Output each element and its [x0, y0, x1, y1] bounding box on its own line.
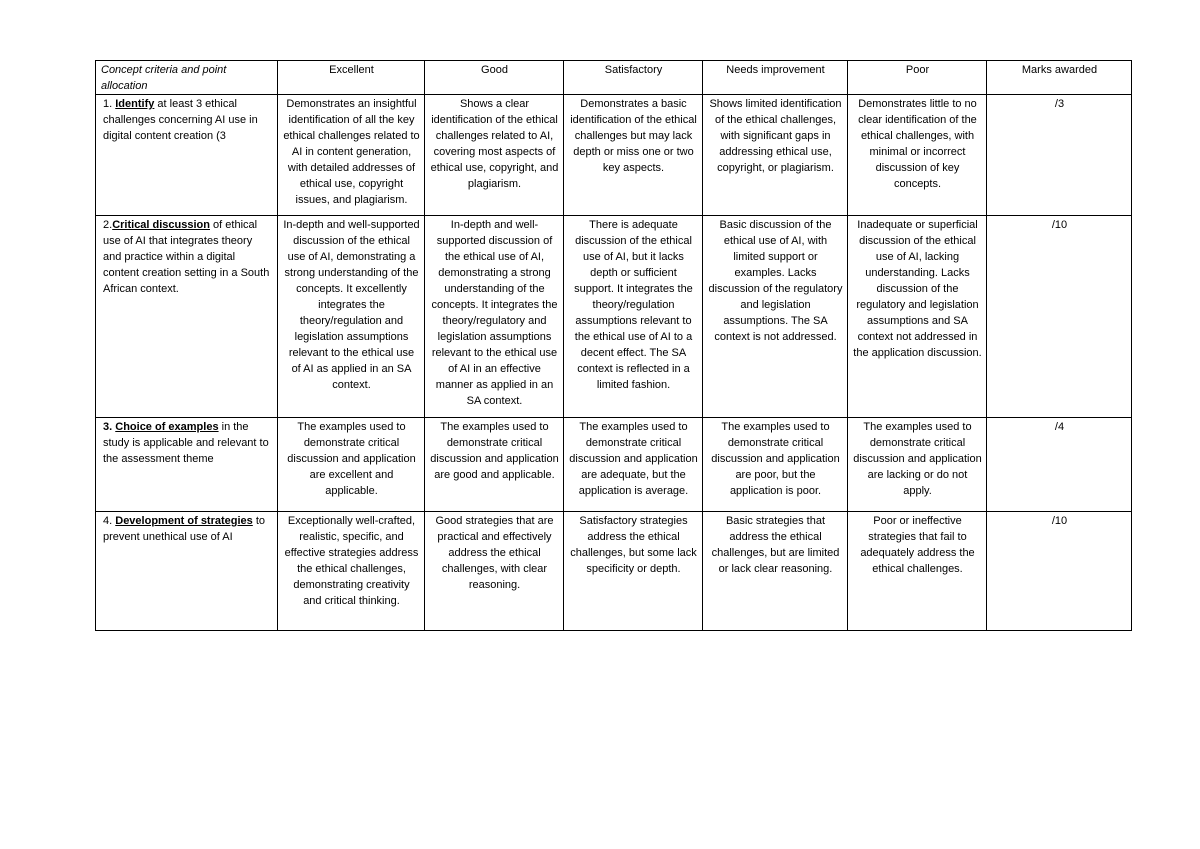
criterion-description: to prevent unethical use of AI [103, 515, 266, 543]
header-good: Good [425, 61, 564, 95]
rubric-header-row [96, 61, 1132, 95]
criterion-description: of ethical use of AI that integrates theory and practice within a digital content creation setting in a South African context. [103, 219, 270, 295]
criterion-keyword: Choice of examples [115, 421, 219, 433]
criterion-cell [96, 512, 278, 631]
needs-improvement-cell: Basic discussion of the ethical use of AI, with limited support or examples. Lacks discussion of the regulatory and legislation assumptions. The SA context is not addressed. [703, 216, 848, 418]
header-excellent: Excellent [278, 61, 425, 95]
good-cell: The examples used to demonstrate critical discussion and application are good and applicable. [425, 418, 564, 512]
marks-cell: /3 [987, 95, 1132, 216]
excellent-cell: Demonstrates an insightful identification of all the key ethical challenges related to AI in content generation, with detailed addresses of ethical use, copyright issues, and plagiarism. [278, 95, 425, 216]
needs-improvement-cell: Shows limited identification of the ethical challenges, with significant gaps in addressing ethical use, copyright, or plagiarism. [703, 95, 848, 216]
good-cell: Shows a clear identification of the ethical challenges related to AI, covering most aspects of ethical use, copyright, and plagiarism. [425, 95, 564, 216]
criterion-number: 1. [103, 98, 113, 110]
assessment-rubric-table [95, 60, 1132, 631]
satisfactory-cell: There is adequate discussion of the ethical use of AI, but it lacks depth or sufficient support. It integrates the theory/regulation assumptions relevant to the ethical use of AI to a decent effect. The SA context is reflected in a limited fashion. [564, 216, 703, 418]
marks-cell: /10 [987, 512, 1132, 631]
rubric-row [96, 95, 1132, 216]
criterion-number: 3. [103, 421, 113, 433]
poor-cell: Demonstrates little to no clear identification of the ethical challenges, with minimal or incorrect discussion of key concepts. [848, 95, 987, 216]
satisfactory-cell: The examples used to demonstrate critical discussion and application are adequate, but the application is average. [564, 418, 703, 512]
good-cell: In-depth and well-supported discussion of the ethical use of AI, demonstrating a strong understanding of the concepts. It integrates the theory/regulatory and legislation assumptions relevant to the ethical use of AI in an effective manner as applied in an SA context. [425, 216, 564, 418]
good-cell: Good strategies that are practical and effectively address the ethical challenges, with clear reasoning. [425, 512, 564, 631]
satisfactory-cell: Demonstrates a basic identification of the ethical challenges but may lack depth or miss one or two key aspects. [564, 95, 703, 216]
rubric-row [96, 216, 1132, 418]
satisfactory-cell: Satisfactory strategies address the ethical challenges, but some lack specificity or depth. [564, 512, 703, 631]
header-marks-awarded: Marks awarded [987, 61, 1132, 95]
criterion-keyword: Identify [115, 98, 155, 110]
criterion-number: 2. [103, 219, 113, 231]
criterion-cell [96, 216, 278, 418]
criterion-cell [96, 95, 278, 216]
excellent-cell: The examples used to demonstrate critical discussion and application are excellent and applicable. [278, 418, 425, 512]
criterion-description: at least 3 ethical challenges concerning AI use in digital content creation (3 [103, 98, 258, 142]
excellent-cell: Exceptionally well-crafted, realistic, specific, and effective strategies address the ethical challenges, demonstrating creativity and critical thinking. [278, 512, 425, 631]
criterion-cell [96, 418, 278, 512]
header-needs-improvement: Needs improvement [703, 61, 848, 95]
needs-improvement-cell: Basic strategies that address the ethical challenges, but are limited or lack clear reasoning. [703, 512, 848, 631]
criterion-description: in the study is applicable and relevant to the assessment theme [103, 421, 269, 465]
header-criteria: Concept criteria and point allocation [96, 61, 278, 95]
rubric-row [96, 418, 1132, 512]
header-satisfactory: Satisfactory [564, 61, 703, 95]
poor-cell: Poor or ineffective strategies that fail to adequately address the ethical challenges. [848, 512, 987, 631]
rubric-row [96, 512, 1132, 631]
poor-cell: The examples used to demonstrate critical discussion and application are lacking or do not apply. [848, 418, 987, 512]
excellent-cell: In-depth and well-supported discussion of the ethical use of AI, demonstrating a strong understanding of the concepts. It excellently integrates the theory/regulation and legislation assumptions relevant to the ethical use of AI as applied in an SA context. [278, 216, 425, 418]
criterion-keyword: Development of strategies [115, 515, 253, 527]
criterion-number: 4. [103, 515, 113, 527]
needs-improvement-cell: The examples used to demonstrate critical discussion and application are poor, but the application is poor. [703, 418, 848, 512]
marks-cell: /4 [987, 418, 1132, 512]
poor-cell: Inadequate or superficial discussion of the ethical use of AI, lacking understanding. Lacks discussion of the regulatory and legislation assumptions and SA context not addressed in the application discussion. [848, 216, 987, 418]
header-poor: Poor [848, 61, 987, 95]
marks-cell: /10 [987, 216, 1132, 418]
criterion-keyword: Critical discussion [112, 219, 210, 231]
